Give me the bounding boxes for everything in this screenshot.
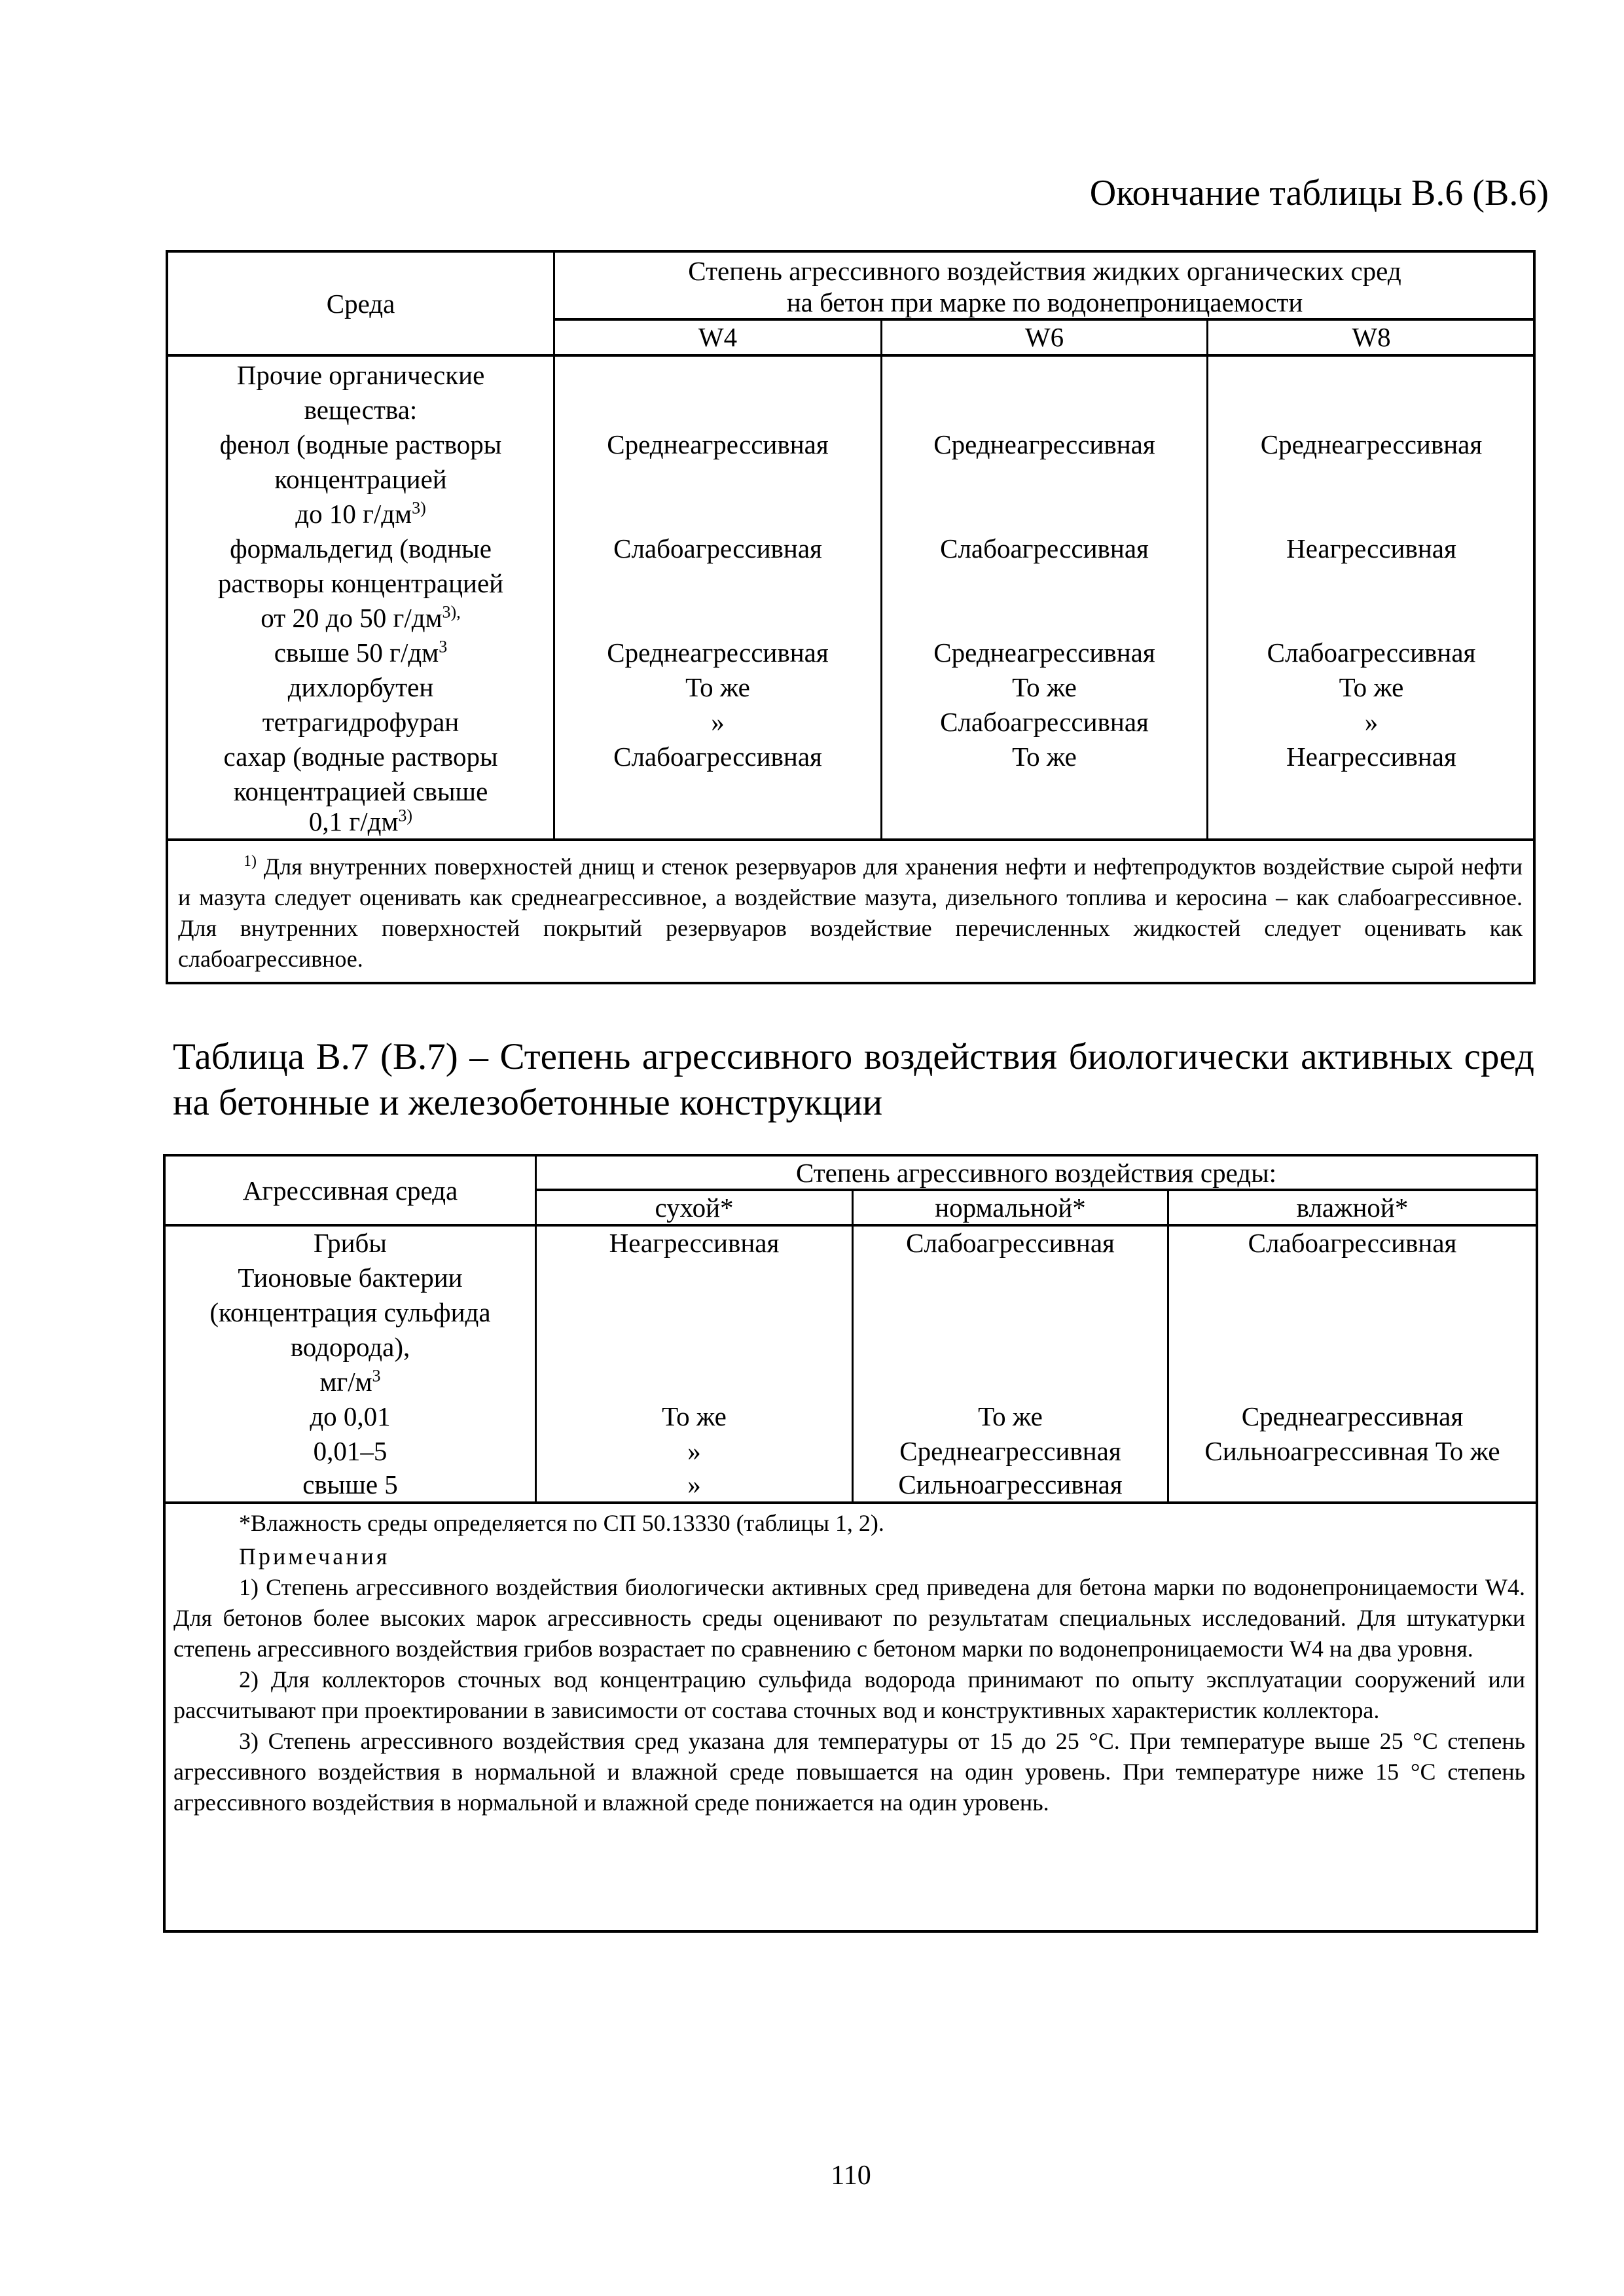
medium-line: свыше 5	[302, 1469, 398, 1499]
medium-line: свыше 50 $г/дм^3$	[274, 637, 448, 668]
value-w8: Слабоагрессивная	[1267, 637, 1476, 668]
value-wet: Сильноагрессивная То же	[1204, 1436, 1500, 1466]
value-w4: Среднеагрессивная	[607, 637, 829, 668]
page-number: 110	[831, 2161, 871, 2191]
header-medium: Среда	[326, 289, 395, 319]
value-dry: »	[687, 1469, 701, 1499]
value-w6: То же	[1012, 742, 1077, 772]
value-dry: То же	[662, 1401, 727, 1431]
notes-heading: Примечания	[239, 1543, 390, 1570]
medium-line: до 0,01	[310, 1401, 391, 1431]
header-medium: Агрессивная среда	[242, 1175, 458, 1206]
header-dry: сухой*	[655, 1193, 734, 1223]
value-w4: Слабоагрессивная	[613, 533, 822, 564]
continuation-title: Окончание таблицы В.6 (В.6)	[1089, 173, 1549, 213]
header-group: Степень агрессивного воздействия среды:	[795, 1158, 1277, 1188]
note-1: 1) Степень агрессивного воздействия биологически активных сред приведена для бетона марки по водонепроницаемости W4. Для бетонов более высоких марок агрессивность среды оценивают по результатам специальных исследований. Для штукатурки степень агрессивного воздействия грибов возрастает по сравнению с бетоном марки по водонепроницаемости W4 на два уровня.	[173, 1574, 1525, 1662]
medium-line: формальдегид (водные	[230, 533, 492, 564]
medium-line: (концентрация сульфида	[209, 1297, 491, 1327]
header-wet: влажной*	[1296, 1193, 1409, 1223]
note-2: 2) Для коллекторов сточных вод концентрацию сульфида водорода принимают по опыту эксплуатации сооружений или рассчитывают при проектировании в зависимости от состава сточных вод и конструктивных характеристик коллектора.	[173, 1666, 1525, 1723]
medium-line: концентрацией	[274, 464, 447, 494]
note-3: 3) Степень агрессивного воздействия сред указана для температуры от 15 до 25 °С. При температуре выше 25 °С степень агрессивного воздействия в нормальной и влажной среде повышается на один уровень. При температуре ниже 15 °С степень агрессивного воздействия в нормальной и влажной среде понижается на один уровень.	[173, 1728, 1525, 1816]
value-w4: Среднеагрессивная	[607, 429, 829, 459]
header-normal: нормальной*	[935, 1193, 1086, 1223]
medium-line: концентрацией свыше	[233, 776, 488, 806]
medium-line: сахар (водные растворы	[223, 742, 498, 772]
value-w8: Неагрессивная	[1286, 533, 1456, 564]
value-w4: »	[711, 707, 725, 737]
value-w8: »	[1364, 707, 1379, 737]
medium-line: тетрагидрофуран	[262, 707, 460, 737]
medium-line: 0,01–5	[313, 1436, 388, 1466]
medium-line: $мг/м^3$	[319, 1366, 381, 1397]
medium-line: растворы концентрацией	[217, 568, 504, 598]
table-b7-notes	[173, 1508, 1525, 1818]
value-dry: »	[687, 1436, 701, 1466]
value-w4: То же	[685, 672, 750, 702]
medium-line: от 20 до 50 $г/дм^{3),}$	[261, 602, 461, 633]
header-w6: W6	[1024, 322, 1064, 352]
value-w8: Неагрессивная	[1286, 742, 1456, 772]
value-w6: Слабоагрессивная	[940, 533, 1149, 564]
medium-line: Тионовые бактерии	[238, 1263, 463, 1293]
value-normal: Сильноагрессивная	[898, 1469, 1123, 1499]
header-w8: W8	[1352, 322, 1391, 352]
medium-line: Грибы	[314, 1228, 387, 1258]
medium-line: до 10 $г/дм^{3)}$	[295, 498, 426, 529]
table-b6-footnote: $^{1)}$ Для внутренних поверхностей днищ и стенок резервуаров для хранения нефти и нефтепродуктов воздействие сырой нефти и мазута следует оценивать как среднеагрессивное, а воздействие мазута, дизельного топлива и керосина – как слабоагрессивное. Для внутренних поверхностей покрытий резервуаров воздействие перечисленных жидкостей следует оценивать как слабоагрессивное.	[178, 853, 1523, 972]
value-wet: Слабоагрессивная	[1248, 1228, 1457, 1258]
medium-line: Прочие органические	[236, 360, 485, 390]
table-b7-title: Таблица В.7 (В.7) – Степень агрессивного воздействия биологически активных сред на бетонные и железобетонные конструкции	[173, 1036, 1534, 1123]
header-group-line2: на бетон при марке по водонепроницаемости	[786, 287, 1303, 317]
value-w6: Среднеагрессивная	[933, 429, 1155, 459]
humidity-note: *Влажность среды определяется по СП 50.13330 (таблицы 1, 2).	[239, 1510, 884, 1536]
value-w6: То же	[1012, 672, 1077, 702]
value-normal: Среднеагрессивная	[899, 1436, 1121, 1466]
value-w4: Слабоагрессивная	[613, 742, 822, 772]
medium-line: 0,1 $г/дм^{3)}$	[308, 806, 413, 836]
medium-line: вещества:	[304, 395, 418, 425]
value-normal: Слабоагрессивная	[906, 1228, 1115, 1258]
medium-line: фенол (водные растворы	[219, 429, 502, 459]
medium-line: водорода),	[290, 1332, 410, 1362]
value-w8: То же	[1339, 672, 1404, 702]
value-normal: То же	[978, 1401, 1043, 1431]
header-w4: W4	[698, 322, 738, 352]
value-dry: Неагрессивная	[609, 1228, 780, 1258]
value-w6: Среднеагрессивная	[933, 637, 1155, 668]
value-wet: Среднеагрессивная	[1241, 1401, 1464, 1431]
medium-line: дихлорбутен	[287, 672, 434, 702]
value-w8: Среднеагрессивная	[1260, 429, 1483, 459]
value-w6: Слабоагрессивная	[940, 707, 1149, 737]
header-group-line1: Степень агрессивного воздействия жидких органических сред	[688, 256, 1401, 286]
